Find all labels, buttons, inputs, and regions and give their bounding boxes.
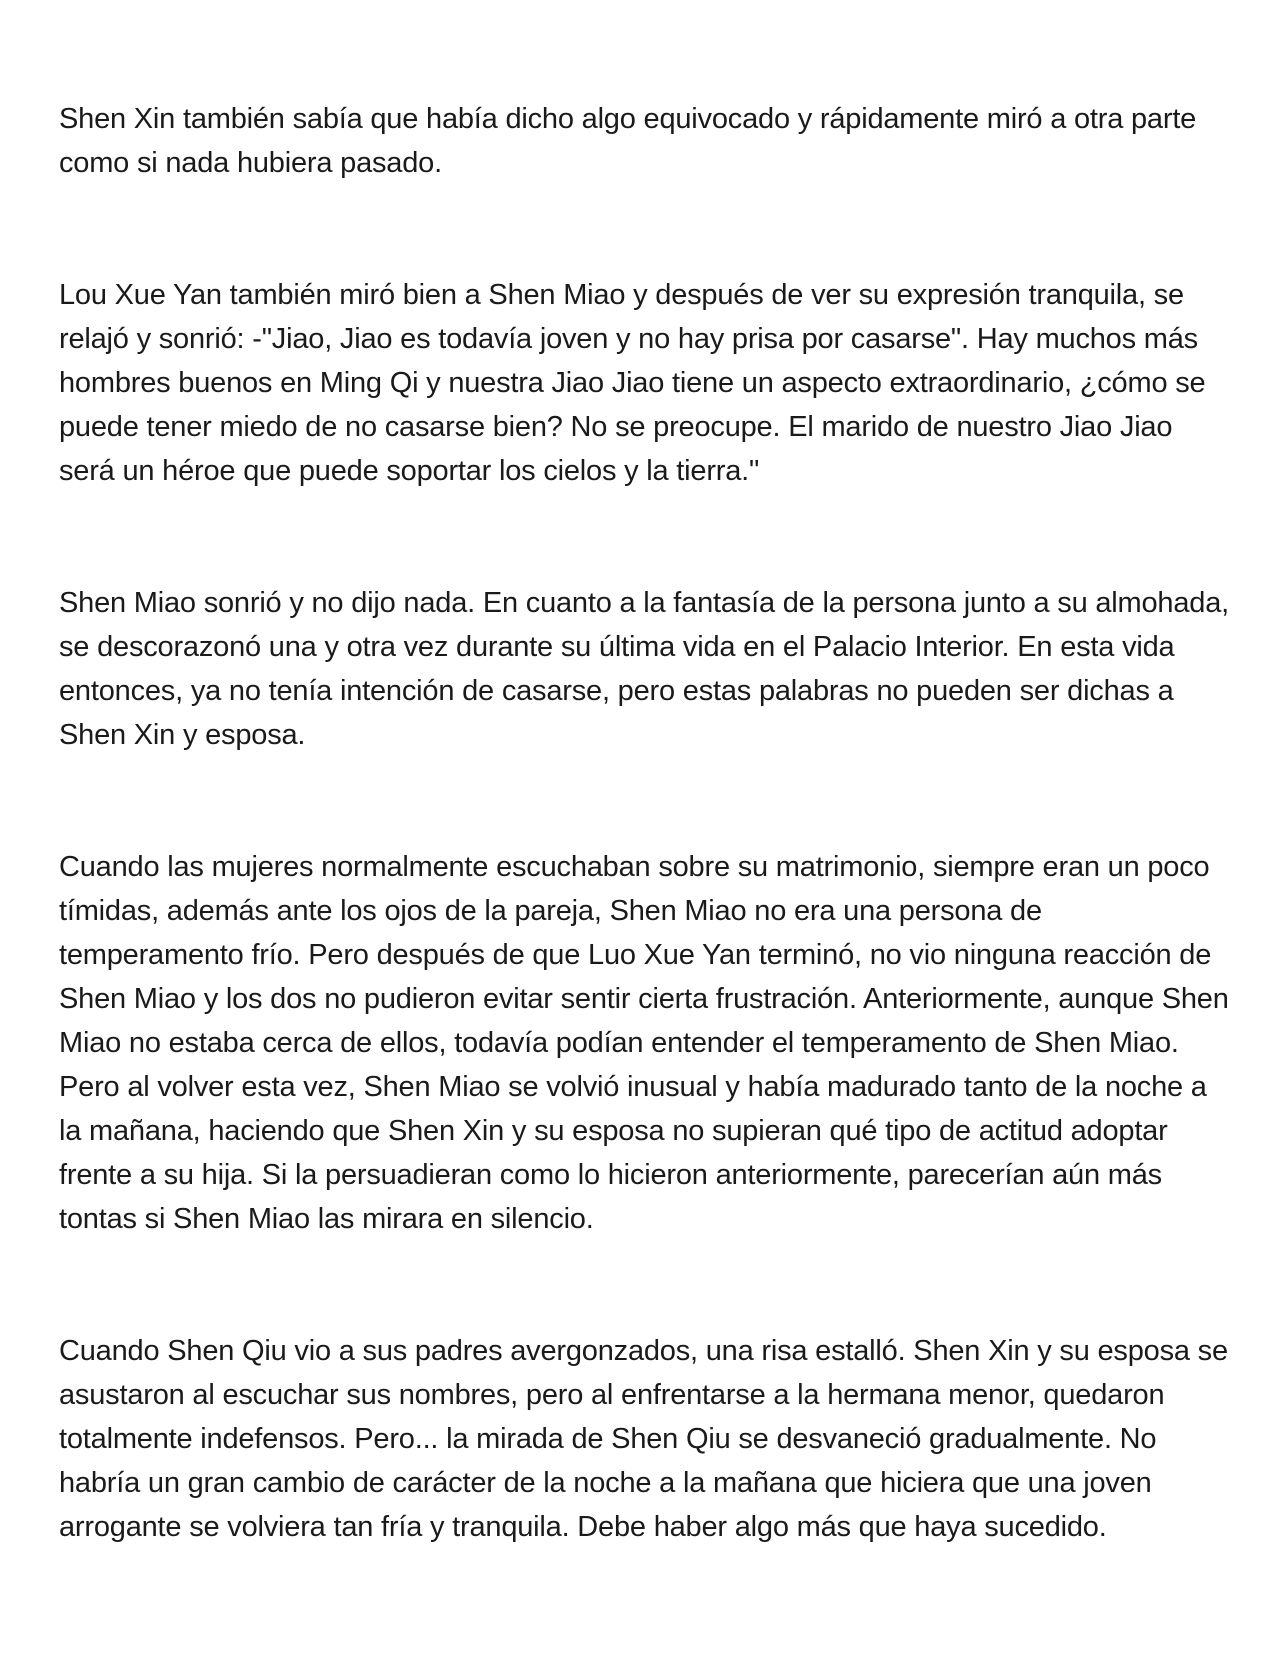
paragraph-2: Lou Xue Yan también miró bien a Shen Miao y después de ver su expresión tranquila, se relajó y sonrió: -"Jiao, Jiao es todavía joven y no hay prisa por casarse". Hay muchos más hombres buenos en Ming Qi y nuestra Jiao Jiao tiene un aspecto extraordinario, ¿cómo se puede tener miedo de no casarse bien? No se preocupe. El marido de nuestro Jiao Jiao será un héroe que puede soportar los cielos y la tierra." <box>59 279 1206 487</box>
paragraph-5: Cuando Shen Qiu vio a sus padres avergonzados, una risa estalló. Shen Xin y su esposa se asustaron al escuchar sus nombres, pero al enfrentarse a la hermana menor, quedaron totalmente indefensos. Pero... la mirada de Shen Qiu se desvaneció gradualmente. No habría un gran cambio de carácter de la noche a la mañana que hiciera que una joven arrogante se volviera tan fría y tranquila. Debe haber algo más que haya sucedido. <box>59 1335 1228 1543</box>
document-body <box>59 97 1234 1549</box>
paragraph-4: Cuando las mujeres normalmente escuchaban sobre su matrimonio, siempre eran un poco tímidas, además ante los ojos de la pareja, Shen Miao no era una persona de temperamento frío. Pero después de que Luo Xue Yan terminó, no vio ninguna reacción de Shen Miao y los dos no pudieron evitar sentir cierta frustración. Anteriormente, aunque Shen Miao no estaba cerca de ellos, todavía podían entender el temperamento de Shen Miao. Pero al volver esta vez, Shen Miao se volvió inusual y había madurado tanto de la noche a la mañana, haciendo que Shen Xin y su esposa no supieran qué tipo de actitud adoptar frente a su hija. Si la persuadieran como lo hicieron anteriormente, parecerían aún más tontas si Shen Miao las mirara en silencio. <box>59 851 1229 1235</box>
paragraph-3: Shen Miao sonrió y no dijo nada. En cuanto a la fantasía de la persona junto a su almohada, se descorazonó una y otra vez durante su última vida en el Palacio Interior. En esta vida entonces, ya no tenía intención de casarse, pero estas palabras no pueden ser dichas a Shen Xin y esposa. <box>59 587 1229 751</box>
paragraph-1: Shen Xin también sabía que había dicho algo equivocado y rápidamente miró a otra parte como si nada hubiera pasado. <box>59 103 1197 179</box>
